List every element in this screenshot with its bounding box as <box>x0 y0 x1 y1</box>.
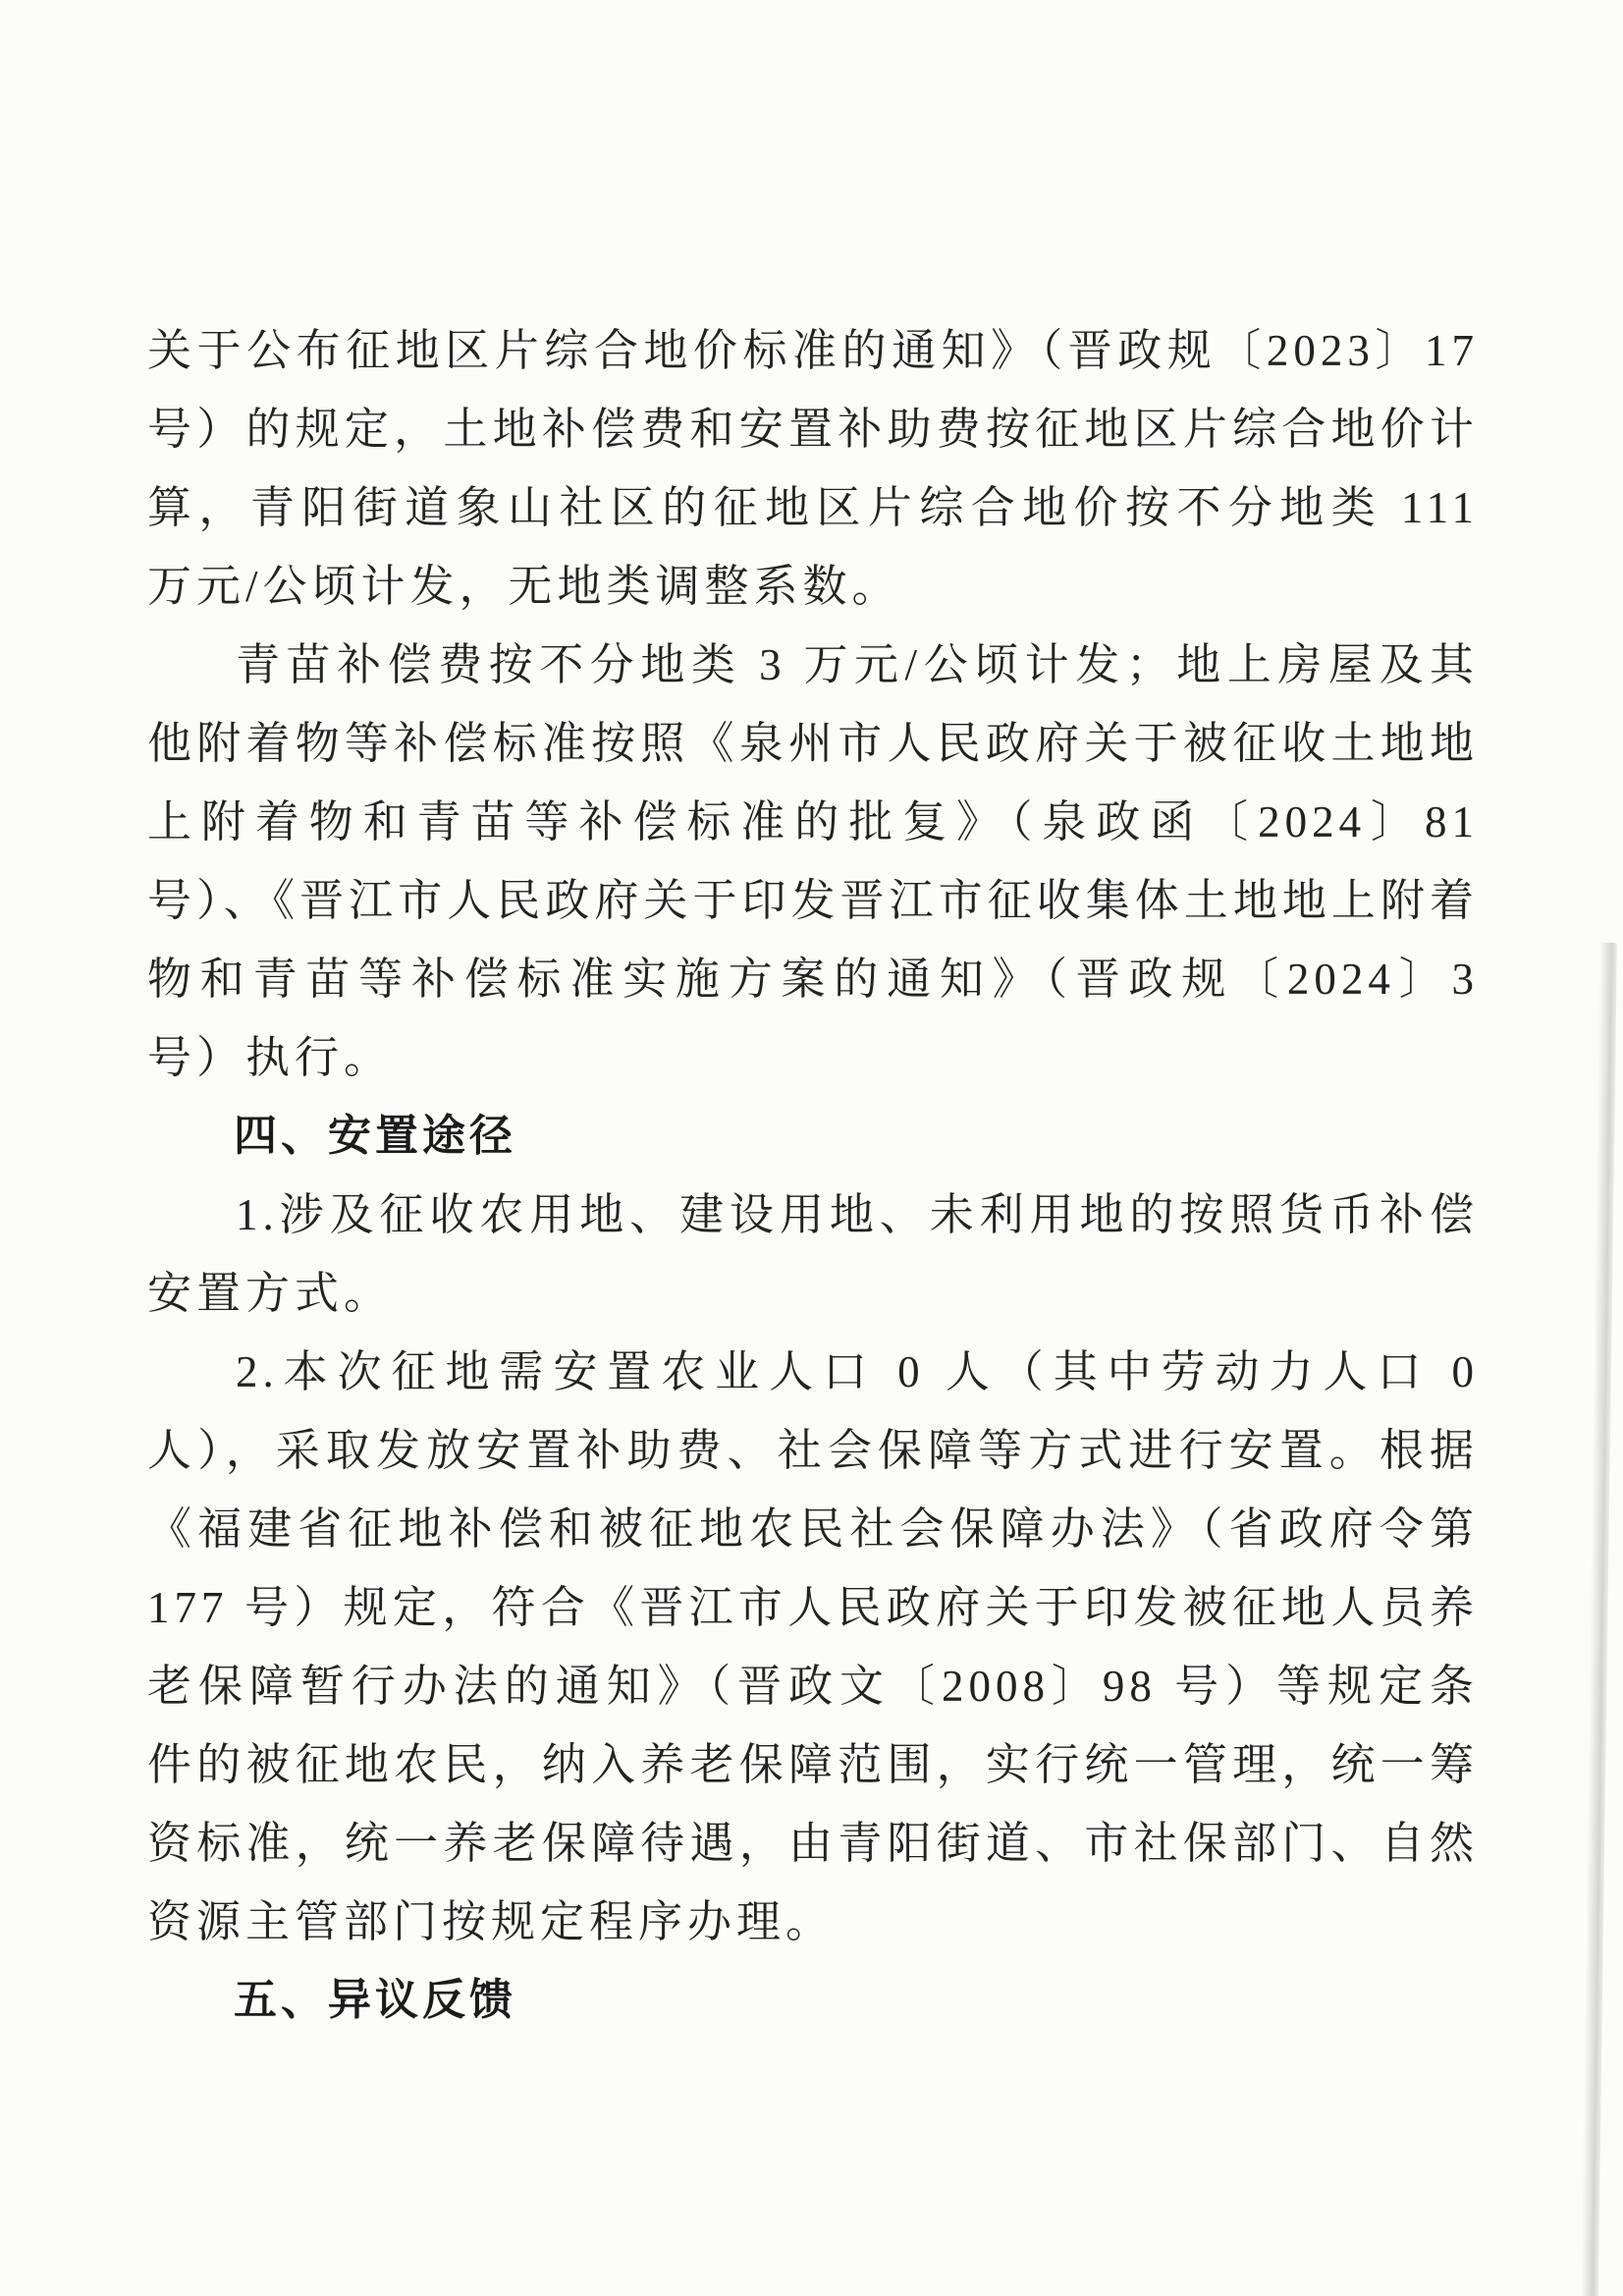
section-heading-objection-feedback: 五、异议反馈 <box>234 1976 516 2024</box>
paragraph-monetary-compensation: 1.涉及征收农用地、建设用地、未利用地的按照货币补偿安置方式。 <box>147 1190 1479 1318</box>
document-text-block <box>147 311 1479 2040</box>
section-heading-resettlement-approach: 四、安置途径 <box>234 1112 516 1160</box>
paragraph-land-compensation-continuation: 关于公布征地区片综合地价标准的通知》（晋政规〔2023〕17 号）的规定，土地补偿费和安置补助费按征地区片综合地价计算，青阳街道象山社区的征地区片综合地价按不分地类 111 万元/公顷计发，无地类调整系数。 <box>147 326 1479 611</box>
paragraph-resettlement-population: 2.本次征地需安置农业人口 0 人（其中劳动力人口 0 人），采取发放安置补助费、社会保障等方式进行安置。根据《福建省征地补偿和被征地农民社会保障办法》（省政府令第 177 号）规定，符合《晋江市人民政府关于印发被征地人员养老保障暂行办法的通知》（晋政文〔2008〕98 号）等规定条件的被征地农民，纳入养老保障范围，实行统一管理，统一筹资标准，统一养老保障待遇，由青阳街道、市社保部门、自然资源主管部门按规定程序办理。 <box>147 1347 1479 1946</box>
paragraph-seedling-compensation: 青苗补偿费按不分地类 3 万元/公顷计发；地上房屋及其他附着物等补偿标准按照《泉州市人民政府关于被征收土地地上附着物和青苗等补偿标准的批复》（泉政函〔2024〕81 号）、《晋江市人民政府关于印发晋江市征收集体土地地上附着物和青苗等补偿标准实施方案的通知》（晋政规〔2024〕3 号）执行。 <box>147 640 1479 1082</box>
scan-edge-shadow <box>1580 943 1617 2296</box>
